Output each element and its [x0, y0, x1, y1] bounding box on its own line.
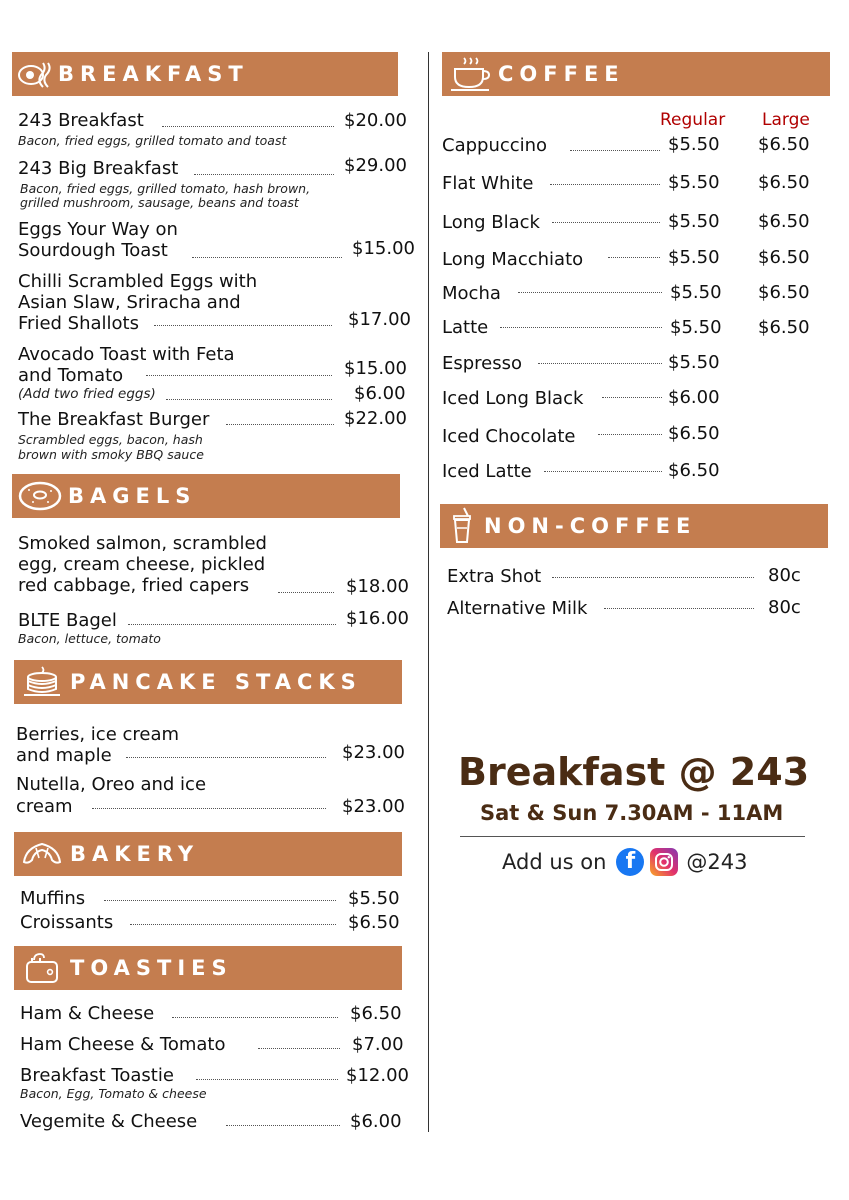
noncoffee-banner — [440, 504, 828, 548]
item-name: 243 Big Breakfast — [18, 158, 179, 179]
leader-dots — [166, 399, 332, 400]
bagels-banner — [12, 474, 400, 518]
section-title: BAGELS — [68, 484, 197, 508]
item-name: Alternative Milk — [447, 598, 588, 619]
item-name: The Breakfast Burger — [18, 409, 210, 430]
item-price: $6.00 — [350, 1111, 402, 1132]
regular-price: $5.50 — [668, 352, 720, 373]
leader-dots — [278, 592, 334, 593]
toaster-icon — [14, 948, 70, 988]
leader-dots — [226, 1125, 340, 1126]
leader-dots — [518, 292, 662, 293]
item-name: Smoked salmon, scrambled — [18, 533, 267, 554]
regular-price: $5.50 — [670, 317, 722, 338]
bagel-icon — [12, 476, 68, 516]
item-name: egg, cream cheese, pickled — [18, 554, 266, 575]
leader-dots — [500, 327, 662, 328]
item-name: Flat White — [442, 173, 534, 194]
large-price: $6.50 — [758, 282, 810, 303]
section-title: COFFEE — [498, 62, 625, 86]
leader-dots — [598, 434, 662, 435]
section-title: TOASTIES — [70, 956, 233, 980]
item-description: Bacon, Egg, Tomato & cheese — [20, 1086, 207, 1101]
large-price: $6.50 — [758, 172, 810, 193]
regular-price: $6.00 — [668, 387, 720, 408]
item-name: red cabbage, fried capers — [18, 575, 250, 596]
leader-dots — [146, 375, 332, 376]
addon-price: $6.00 — [354, 383, 406, 404]
toasties-banner — [14, 946, 402, 990]
item-name: Ham & Cheese — [20, 1003, 155, 1024]
item-price: $23.00 — [342, 742, 405, 763]
leader-dots — [130, 924, 336, 925]
item-name: 243 Breakfast — [18, 110, 144, 131]
item-name: Asian Slaw, Sriracha and — [18, 292, 241, 313]
leader-dots — [258, 1048, 340, 1049]
facebook-icon[interactable]: f — [616, 848, 644, 876]
item-name: Berries, ice cream — [16, 724, 180, 745]
item-description: Bacon, fried eggs, grilled tomato, hash brown, — [20, 181, 311, 196]
item-description: brown with smoky BBQ sauce — [18, 447, 204, 462]
size-header-regular: Regular — [660, 110, 726, 130]
item-name: Vegemite & Cheese — [20, 1111, 198, 1132]
instagram-icon[interactable] — [650, 848, 678, 876]
item-price: $18.00 — [346, 576, 409, 597]
leader-dots — [92, 808, 326, 809]
leader-dots — [126, 757, 326, 758]
promo-headline: Breakfast @ 243 — [458, 750, 810, 794]
column-divider — [428, 52, 429, 1132]
leader-dots — [538, 363, 662, 364]
leader-dots — [552, 577, 754, 578]
item-price: $6.50 — [350, 1003, 402, 1024]
pancake-icon — [14, 662, 70, 702]
item-price: $6.50 — [348, 912, 400, 933]
section-title: BREAKFAST — [58, 62, 249, 86]
leader-dots — [192, 257, 342, 258]
pancakes-banner — [14, 660, 402, 704]
item-price: 80c — [768, 565, 801, 586]
social-line — [502, 848, 748, 876]
social-prefix: Add us on — [502, 850, 607, 874]
large-price: $6.50 — [758, 134, 810, 155]
item-name: and Tomato — [18, 365, 124, 386]
item-name: Iced Latte — [442, 461, 532, 482]
item-name: Mocha — [442, 283, 501, 304]
regular-price: $5.50 — [668, 211, 720, 232]
item-name: Iced Long Black — [442, 388, 584, 409]
leader-dots — [552, 222, 660, 223]
item-price: $15.00 — [352, 238, 415, 259]
item-price: $15.00 — [344, 358, 407, 379]
item-name: Fried Shallots — [18, 313, 139, 334]
item-name: Sourdough Toast — [18, 240, 168, 261]
item-price: $22.00 — [344, 408, 407, 429]
leader-dots — [194, 174, 334, 175]
item-price: $5.50 — [348, 888, 400, 909]
leader-dots — [128, 624, 336, 625]
item-name: Chilli Scrambled Eggs with — [18, 271, 258, 292]
milkshake-icon — [440, 506, 484, 546]
item-price: $20.00 — [344, 110, 407, 131]
eggs-bacon-icon — [12, 54, 58, 94]
leader-dots — [196, 1079, 338, 1080]
item-name: Breakfast Toastie — [20, 1065, 174, 1086]
large-price: $6.50 — [758, 247, 810, 268]
item-name: Nutella, Oreo and ice — [16, 774, 207, 795]
item-name: BLTE Bagel — [18, 610, 117, 631]
item-description: grilled mushroom, sausage, beans and toast — [20, 195, 299, 210]
item-description: Scrambled eggs, bacon, hash — [18, 432, 203, 447]
size-header-large: Large — [762, 110, 810, 130]
leader-dots — [544, 471, 662, 472]
leader-dots — [172, 1017, 338, 1018]
section-title: PANCAKE STACKS — [70, 670, 362, 694]
item-name: Ham Cheese & Tomato — [20, 1034, 226, 1055]
item-name: Cappuccino — [442, 135, 548, 156]
item-name: Avocado Toast with Feta — [18, 344, 235, 365]
leader-dots — [154, 325, 332, 326]
leader-dots — [162, 126, 334, 127]
promo-hours: Sat & Sun 7.30AM - 11AM — [480, 801, 784, 825]
addon-label: (Add two fried eggs) — [18, 386, 156, 402]
item-name: Espresso — [442, 353, 523, 374]
section-title: BAKERY — [70, 842, 200, 866]
regular-price: $5.50 — [670, 282, 722, 303]
item-name: Muffins — [20, 888, 86, 909]
regular-price: $5.50 — [668, 172, 720, 193]
croissant-icon — [14, 834, 70, 874]
item-name: Long Macchiato — [442, 249, 584, 270]
regular-price: $6.50 — [668, 423, 720, 444]
promo-rule — [460, 836, 805, 837]
item-price: 80c — [768, 597, 801, 618]
item-name: Latte — [442, 317, 489, 338]
item-name: and maple — [16, 745, 112, 766]
regular-price: $6.50 — [668, 460, 720, 481]
coffee-banner — [442, 52, 830, 96]
leader-dots — [226, 424, 334, 425]
item-name: Iced Chocolate — [442, 426, 576, 447]
social-handle: @243 — [686, 850, 748, 874]
regular-price: $5.50 — [668, 134, 720, 155]
bakery-banner — [14, 832, 402, 876]
item-name: cream — [16, 796, 73, 817]
leader-dots — [104, 900, 336, 901]
large-price: $6.50 — [758, 317, 810, 338]
item-name: Eggs Your Way on — [18, 219, 178, 240]
item-description: Bacon, fried eggs, grilled tomato and toast — [18, 133, 287, 148]
section-title: NON-COFFEE — [484, 514, 697, 538]
item-price: $7.00 — [352, 1034, 404, 1055]
item-price: $12.00 — [346, 1065, 409, 1086]
item-price: $23.00 — [342, 796, 405, 817]
item-name: Extra Shot — [447, 566, 542, 587]
coffee-cup-icon — [442, 54, 498, 94]
breakfast-banner — [12, 52, 398, 96]
item-description: Bacon, lettuce, tomato — [18, 631, 161, 646]
item-name: Long Black — [442, 212, 540, 233]
item-name: Croissants — [20, 912, 114, 933]
large-price: $6.50 — [758, 211, 810, 232]
regular-price: $5.50 — [668, 247, 720, 268]
leader-dots — [570, 150, 660, 151]
item-price: $16.00 — [346, 608, 409, 629]
leader-dots — [604, 608, 754, 609]
leader-dots — [550, 184, 660, 185]
item-price: $17.00 — [348, 309, 411, 330]
leader-dots — [608, 257, 660, 258]
item-price: $29.00 — [344, 155, 407, 176]
leader-dots — [602, 397, 662, 398]
